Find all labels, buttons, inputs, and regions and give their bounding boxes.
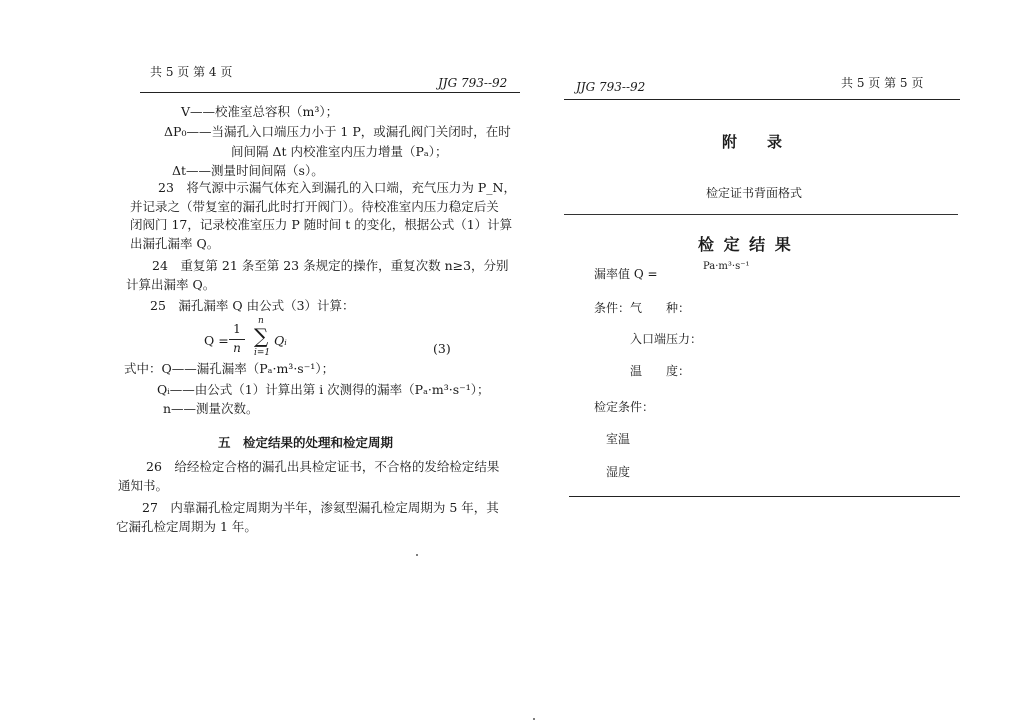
clause-23-line4: 出漏孔漏率 Q。	[130, 236, 220, 251]
clause-23-line1: 23 将气源中示漏气体充入到漏孔的入口端，充气压力为 P_N，	[158, 180, 516, 195]
var-dt: Δt——测量时间间隔（s）。	[172, 163, 324, 178]
clause-25: 25 漏孔漏率 Q 由公式（3）计算：	[150, 298, 355, 313]
where-line3: n——测量次数。	[163, 401, 259, 416]
right-header-rule	[564, 99, 960, 100]
var-v: V——校准室总容积（m³）；	[181, 104, 339, 119]
sum-sigma: ∑	[254, 324, 269, 348]
clause-27-line2: 它漏孔检定周期为 1 年。	[116, 519, 257, 534]
conditions-label: 条件：气 种：	[594, 301, 691, 315]
clause-24-line2: 计算出漏率 Q。	[126, 277, 216, 292]
sum-upper-limit: n	[258, 316, 264, 326]
clause-24-line1: 24 重复第 21 条至第 23 条规定的操作，重复次数 n≥3，分别	[152, 258, 509, 273]
formula-lhs: Q =	[204, 333, 229, 348]
clause-23-line3: 闭阀门 17，记录校准室压力 P 随时间 t 的变化，根据公式（1）计算	[130, 217, 513, 232]
sum-lower-limit: i=1	[254, 348, 271, 358]
results-title: 检 定 结 果	[698, 235, 793, 254]
section-five-title: 五 检定结果的处理和检定周期	[218, 435, 394, 450]
clause-27-line1: 27 内靠漏孔检定周期为半年，渗氦型漏孔检定周期为 5 年，其	[142, 500, 499, 515]
humidity-label: 湿度	[606, 465, 631, 479]
leak-rate-unit: Pa·m³·s⁻¹	[703, 261, 750, 272]
clause-26-line2: 通知书。	[118, 478, 169, 493]
results-bottom-rule	[569, 496, 960, 497]
left-header-code: JJG 793--92	[438, 76, 508, 90]
where-line2: Qᵢ——由公式（1）计算出第 i 次测得的漏率（Pₐ·m³·s⁻¹）；	[157, 382, 490, 397]
formula-fraction	[228, 322, 246, 360]
certificate-subtitle: 检定证书背面格式	[706, 186, 803, 200]
clause-26-line1: 26 给经检定合格的漏孔出具检定证书，不合格的发给检定结果	[146, 459, 500, 474]
room-temp-label: 室温	[606, 432, 631, 446]
var-dp-line2: 间间隔 Δt 内校准室内压力增量（Pₐ）；	[231, 144, 448, 159]
var-dp-line1: ΔP₀——当漏孔入口端压力小于 1 P，或漏孔阀门关闭时，在时	[164, 124, 511, 139]
left-header-pages: 共 5 页 第 4 页	[150, 65, 233, 79]
formula-denominator: n	[233, 341, 241, 355]
clause-23-line2: 并记录之（带复室的漏孔此时打开阀门）。待校准室内压力稳定后关	[130, 199, 499, 214]
fraction-bar	[229, 339, 245, 340]
calibration-conditions-label: 检定条件：	[594, 400, 655, 414]
scan-speck	[416, 554, 418, 556]
inlet-pressure-label: 入口端压力：	[630, 332, 703, 346]
formula-term: Qᵢ	[274, 333, 287, 348]
left-header-rule	[140, 92, 520, 93]
formula-numerator: 1	[233, 322, 241, 336]
scan-speck	[533, 718, 535, 720]
temperature-label: 温 度：	[630, 364, 691, 378]
formula-number: (3)	[433, 341, 451, 356]
appendix-title: 附 录	[722, 133, 783, 151]
subtitle-rule	[564, 214, 958, 215]
right-header-pages: 共 5 页 第 5 页	[841, 76, 924, 90]
where-line1: 式中：Q——漏孔漏率（Pₐ·m³·s⁻¹）；	[124, 361, 335, 376]
right-header-code: JJG 793--92	[576, 80, 646, 94]
leak-rate-label: 漏率值 Q =	[594, 267, 658, 281]
